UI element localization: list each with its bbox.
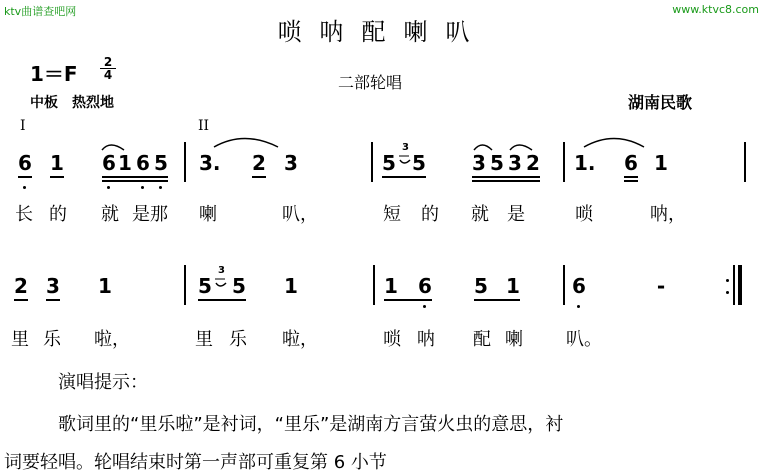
- beam: [102, 176, 168, 178]
- watermark-right: www.ktvc8.com: [672, 3, 759, 16]
- beam: [384, 299, 432, 301]
- lyric: 就: [471, 204, 489, 225]
- grace-note: 3: [218, 265, 225, 276]
- note: 6: [572, 274, 586, 298]
- beam: [474, 299, 520, 301]
- lyric: 喇: [505, 329, 523, 350]
- note: 1: [118, 151, 132, 175]
- lyric: 短: [383, 204, 401, 225]
- note: 6: [418, 274, 432, 298]
- lyric: 的: [421, 204, 439, 225]
- beam: [382, 176, 426, 178]
- slur: [474, 145, 492, 150]
- note: 5: [198, 274, 212, 298]
- hint-text-line-1: 歌词里的“里乐啦”是衬词，“里乐”是湖南方言萤火虫的意思，衬: [58, 414, 564, 435]
- lyric: 叭，: [282, 204, 318, 225]
- time-top: 2: [100, 56, 116, 69]
- note: 3: [472, 151, 486, 175]
- note: 2: [252, 151, 266, 175]
- lyric: 里: [195, 329, 213, 350]
- slur: [102, 145, 124, 150]
- octave-dot: [159, 186, 162, 189]
- final-barline-thick: [738, 265, 742, 305]
- lyric: 啦，: [282, 329, 318, 350]
- tempo-marking: 中板 热烈地: [30, 95, 114, 111]
- slur: [510, 145, 532, 150]
- note: 5: [490, 151, 504, 175]
- octave-dot: [423, 305, 426, 308]
- lyric: 乐: [229, 329, 247, 350]
- octave-dot: [23, 186, 26, 189]
- time-bottom: 4: [103, 68, 113, 82]
- note: 6: [624, 151, 638, 175]
- lyric: 里: [11, 329, 29, 350]
- lyric: 长: [15, 204, 33, 225]
- note: 1: [50, 151, 64, 175]
- note: 1: [284, 274, 298, 298]
- note: 1: [654, 151, 668, 175]
- beam: [472, 180, 540, 182]
- note: 1.: [574, 151, 596, 175]
- barline: [371, 142, 373, 182]
- grace-slur: [400, 160, 410, 163]
- note: 2: [14, 274, 28, 298]
- note: 3: [46, 274, 60, 298]
- beam: [624, 180, 638, 182]
- repeat-dot: [726, 279, 729, 282]
- lyric: 乐: [43, 329, 61, 350]
- time-signature: [100, 56, 116, 81]
- final-barline-thin: [733, 265, 735, 305]
- lyric: 叭。: [566, 329, 602, 350]
- beam: [18, 176, 32, 178]
- note: 5: [382, 151, 396, 175]
- song-origin: 湖南民歌: [628, 93, 693, 112]
- beam: [14, 299, 28, 301]
- lyric: 就: [101, 204, 119, 225]
- repeat-dot: [726, 291, 729, 294]
- note: 5: [412, 151, 426, 175]
- key-signature: 1＝F: [30, 62, 78, 86]
- beam: [50, 176, 64, 178]
- dash: -: [656, 274, 666, 298]
- slur: [214, 139, 278, 148]
- lyric: 呐，: [650, 204, 686, 225]
- lyric: 喇: [199, 204, 217, 225]
- beam: [198, 299, 246, 301]
- lyric: 啦，: [94, 329, 130, 350]
- lyric: 呐: [417, 329, 435, 350]
- lyric: 唢: [575, 204, 593, 225]
- barline: [184, 142, 186, 182]
- slur: [584, 139, 644, 148]
- note: 3.: [199, 151, 221, 175]
- octave-dot: [141, 186, 144, 189]
- note: 6: [18, 151, 32, 175]
- barline: [373, 265, 375, 305]
- hint-title: 演唱提示：: [58, 372, 148, 393]
- lyric: 配: [473, 329, 491, 350]
- beam: [624, 176, 638, 178]
- note: 3: [508, 151, 522, 175]
- note: 6: [102, 151, 116, 175]
- octave-dot: [577, 305, 580, 308]
- note: 5: [474, 274, 488, 298]
- beam: [46, 299, 60, 301]
- beam: [102, 180, 168, 182]
- beam: [472, 176, 540, 178]
- barline: [184, 265, 186, 305]
- note: 6: [136, 151, 150, 175]
- lyric: 的: [49, 204, 67, 225]
- subtitle: 二部轮唱: [338, 73, 403, 92]
- octave-dot: [107, 186, 110, 189]
- note: 2: [526, 151, 540, 175]
- barline: [744, 142, 746, 182]
- note: 5: [154, 151, 168, 175]
- barline: [563, 142, 565, 182]
- grace-slur: [216, 283, 226, 286]
- lyric: 唢: [383, 329, 401, 350]
- part-one-label: I: [20, 118, 26, 134]
- note: 5: [232, 274, 246, 298]
- part-two-label: II: [198, 118, 210, 134]
- barline: [563, 265, 565, 305]
- song-title: 唢呐配喇叭: [277, 18, 488, 46]
- grace-note: 3: [402, 142, 409, 153]
- lyric: 是: [507, 204, 525, 225]
- note: 1: [506, 274, 520, 298]
- note: 1: [384, 274, 398, 298]
- note: 3: [284, 151, 298, 175]
- note: 1: [98, 274, 112, 298]
- hint-text-line-2: 词要轻唱。轮唱结束时第一声部可重复第 6 小节: [4, 452, 387, 473]
- watermark-left: ktv曲谱查吧网: [4, 5, 77, 18]
- lyric: 是那: [132, 204, 168, 225]
- beam: [252, 176, 266, 178]
